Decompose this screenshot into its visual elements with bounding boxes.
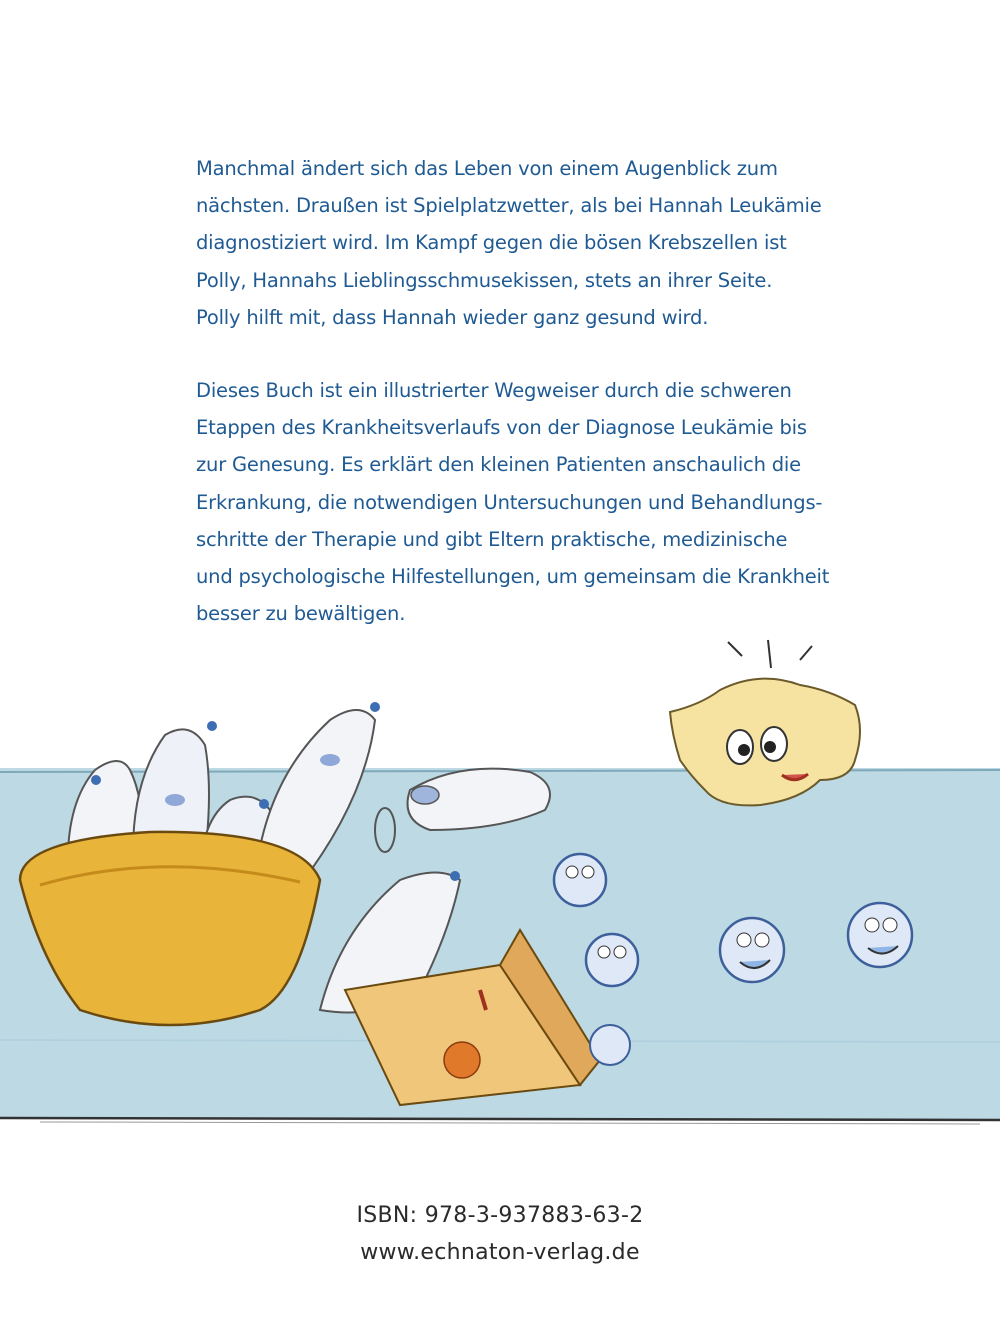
paragraph-line: Erkrankung, die notwendigen Untersuchungen und Behandlungs- <box>196 490 823 514</box>
publisher-website: www.echnaton-verlag.de <box>360 1240 640 1265</box>
cell-creature <box>554 854 606 906</box>
paragraph-line: besser zu bewältigen. <box>196 602 406 626</box>
paragraph-line: zur Genesung. Es erklärt den kleinen Patienten anschaulich die <box>196 453 801 477</box>
paragraph-line: nächsten. Draußen ist Spielplatzwetter, als bei Hannah Leukämie <box>196 194 822 218</box>
cell-creature <box>586 934 638 986</box>
paragraph-line: Manchmal ändert sich das Leben von einem Augenblick zum <box>196 157 778 180</box>
paragraph-line: und psychologische Hilfestellungen, um gemeinsam die Krankheit <box>196 565 830 589</box>
paragraph-line: Dieses Buch ist ein illustrierter Wegweiser durch die schweren <box>196 379 792 402</box>
cell-creature <box>590 1025 630 1065</box>
description-paragraph-1 <box>196 150 836 336</box>
paragraph-line: Etappen des Krankheitsverlaufs von der Diagnose Leukämie bis <box>196 416 807 440</box>
cartoon-illustration <box>0 630 1000 1150</box>
cell-creature <box>848 903 912 967</box>
paragraph-line: Polly, Hannahs Lieblingsschmusekissen, stets an ihrer Seite. <box>196 268 773 292</box>
cell-creature <box>720 918 784 982</box>
paragraph-line: schritte der Therapie und gibt Eltern praktische, medizinische <box>196 527 788 551</box>
paragraph-line: diagnostiziert wird. Im Kampf gegen die bösen Krebszellen ist <box>196 231 787 255</box>
description-paragraph-2 <box>196 372 836 632</box>
paragraph-line: Polly hilft mit, dass Hannah wieder ganz gesund wird. <box>196 305 709 329</box>
isbn-number: ISBN: 978-3-937883-63-2 <box>356 1203 644 1228</box>
